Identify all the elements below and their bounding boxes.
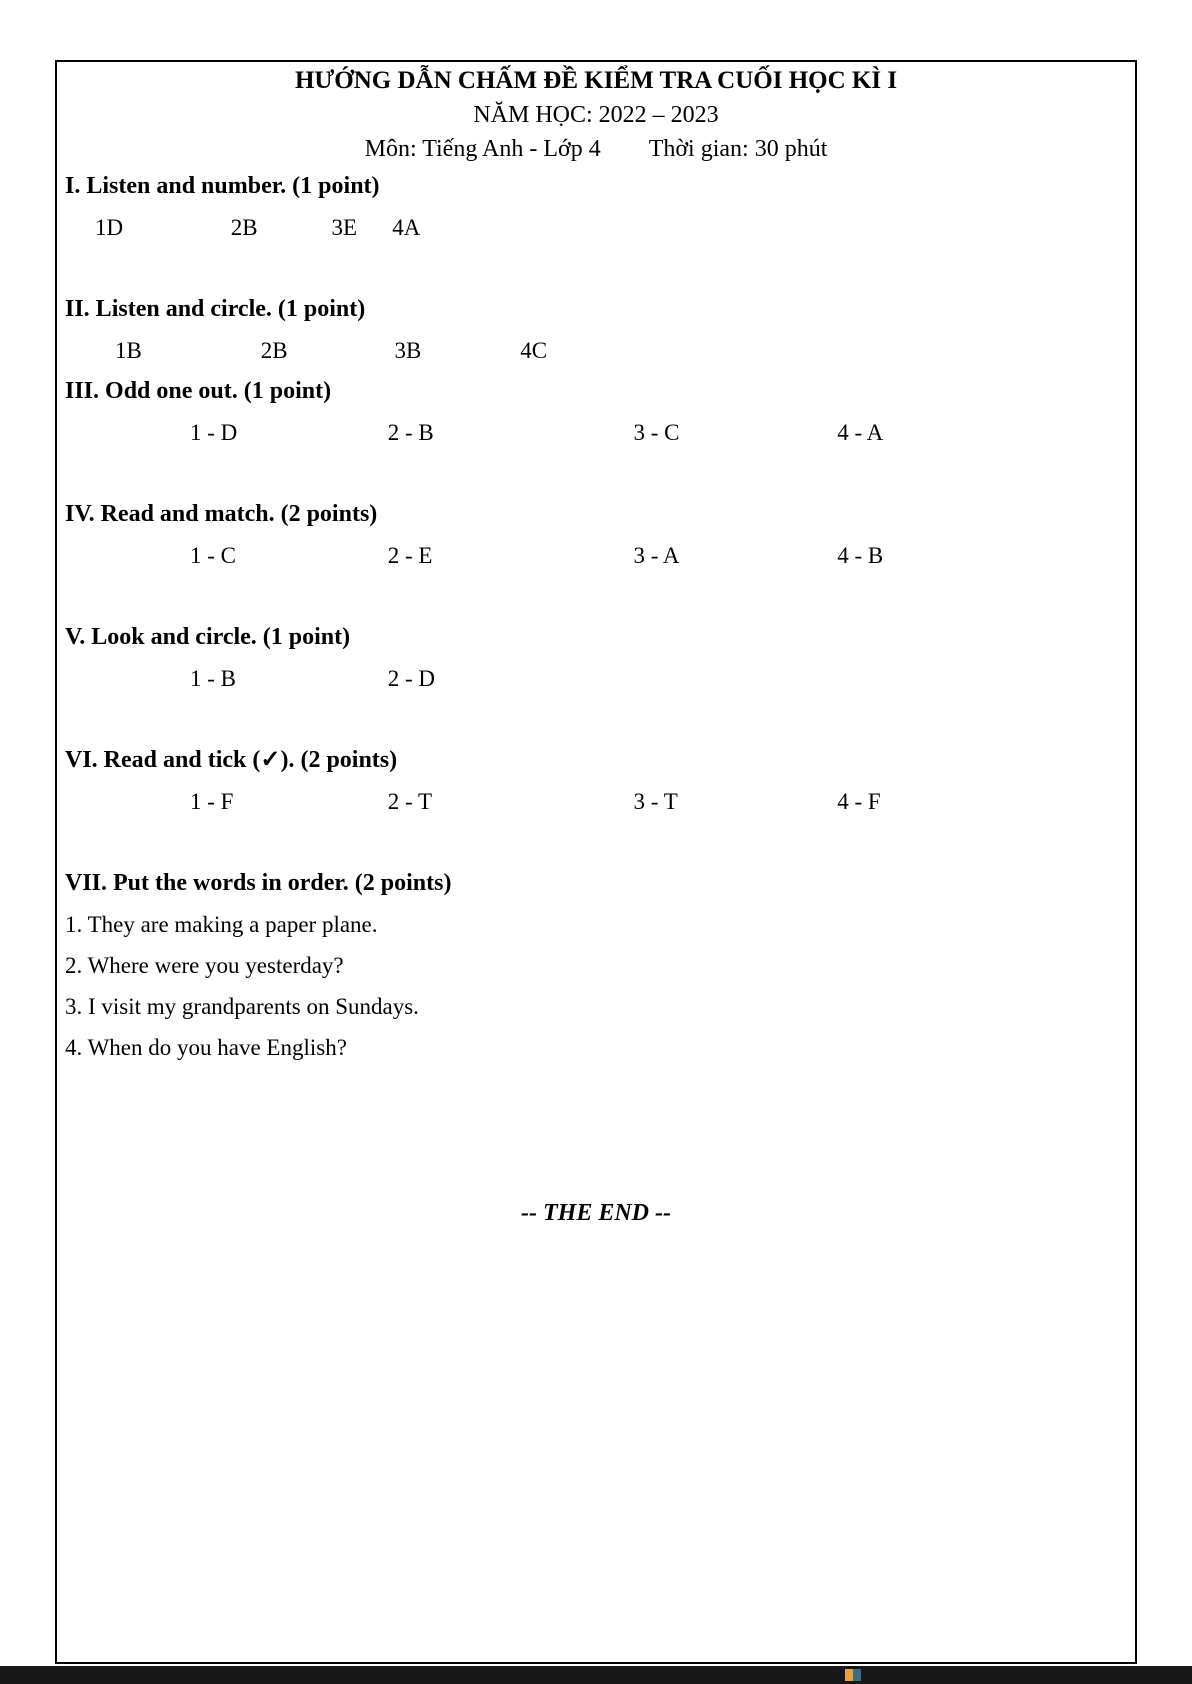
sentence-line: 3. I visit my grandparents on Sundays. (65, 994, 419, 1019)
answer-cell: 3 - C (633, 420, 680, 445)
section-3-answers (65, 412, 1127, 453)
sentence-line: 4. When do you have English? (65, 1035, 347, 1060)
footer-mark-blue (853, 1669, 861, 1681)
spacer (65, 248, 1127, 289)
answer-cell: 1 - B (190, 666, 236, 691)
section-6-title: VI. Read and tick (✓). (2 points) (65, 747, 398, 773)
section-5-title: V. Look and circle. (1 point) (65, 624, 351, 650)
answer-cell: 3E (331, 215, 358, 240)
answer-cell: 4 - A (837, 420, 884, 445)
section-2-answers (65, 330, 1127, 371)
page-bottom-bar (0, 1666, 1192, 1684)
answer-cell: 2 - D (387, 666, 436, 691)
section-2-title: II. Listen and circle. (1 point) (65, 296, 366, 322)
answer-cell: 1 - C (190, 543, 236, 568)
answer-cell: 2B (230, 215, 258, 240)
spacer (65, 453, 1127, 494)
answer-cell: 2B (260, 338, 288, 363)
answer-cell: 3 - A (633, 543, 680, 568)
document-title: HƯỚNG DẪN CHẤM ĐỀ KIỂM TRA CUỐI HỌC KÌ I (294, 67, 898, 94)
school-year: NĂM HỌC: 2022 – 2023 (473, 102, 719, 128)
answer-cell: 4C (520, 338, 548, 363)
section-3-title: III. Odd one out. (1 point) (65, 378, 332, 404)
section-4-answers (65, 535, 1127, 576)
spacer (65, 699, 1127, 740)
footer-mark-orange (845, 1669, 853, 1681)
end-marker: -- THE END -- (521, 1200, 671, 1226)
answer-cell: 4A (392, 215, 421, 240)
subject-duration-line (65, 132, 1127, 166)
section-5-answers (65, 658, 1127, 699)
answer-cell: 4 - B (837, 543, 884, 568)
answer-cell: 2 - T (387, 789, 433, 814)
answer-cell: 4 - F (837, 789, 881, 814)
sentence-line: 1. They are making a paper plane. (65, 912, 378, 937)
document-header (65, 64, 1127, 166)
sentence-line: 2. Where were you yesterday? (65, 953, 344, 978)
answer-cell: 1 - F (190, 789, 234, 814)
duration-info: Thời gian: 30 phút (648, 136, 828, 162)
answer-cell: 1D (95, 215, 124, 240)
answer-cell: 1 - D (190, 420, 238, 445)
answer-cell: 3 - T (633, 789, 678, 814)
section-1-answers (65, 207, 1127, 248)
answer-cell: 3B (394, 338, 422, 363)
section-7-title: VII. Put the words in order. (2 points) (65, 870, 452, 896)
spacer (65, 576, 1127, 617)
subject-info: Môn: Tiếng Anh - Lớp 4 (364, 136, 601, 162)
spacer (65, 822, 1127, 863)
answer-cell: 2 - E (387, 543, 433, 568)
section-4-title: IV. Read and match. (2 points) (65, 501, 378, 527)
answer-key-page-border (55, 60, 1137, 1664)
footer-thumbnail-mark (845, 1669, 861, 1681)
section-1-title: I. Listen and number. (1 point) (65, 173, 380, 199)
answer-cell: 1B (115, 338, 142, 363)
answer-cell: 2 - B (387, 420, 434, 445)
section-6-answers (65, 781, 1127, 822)
